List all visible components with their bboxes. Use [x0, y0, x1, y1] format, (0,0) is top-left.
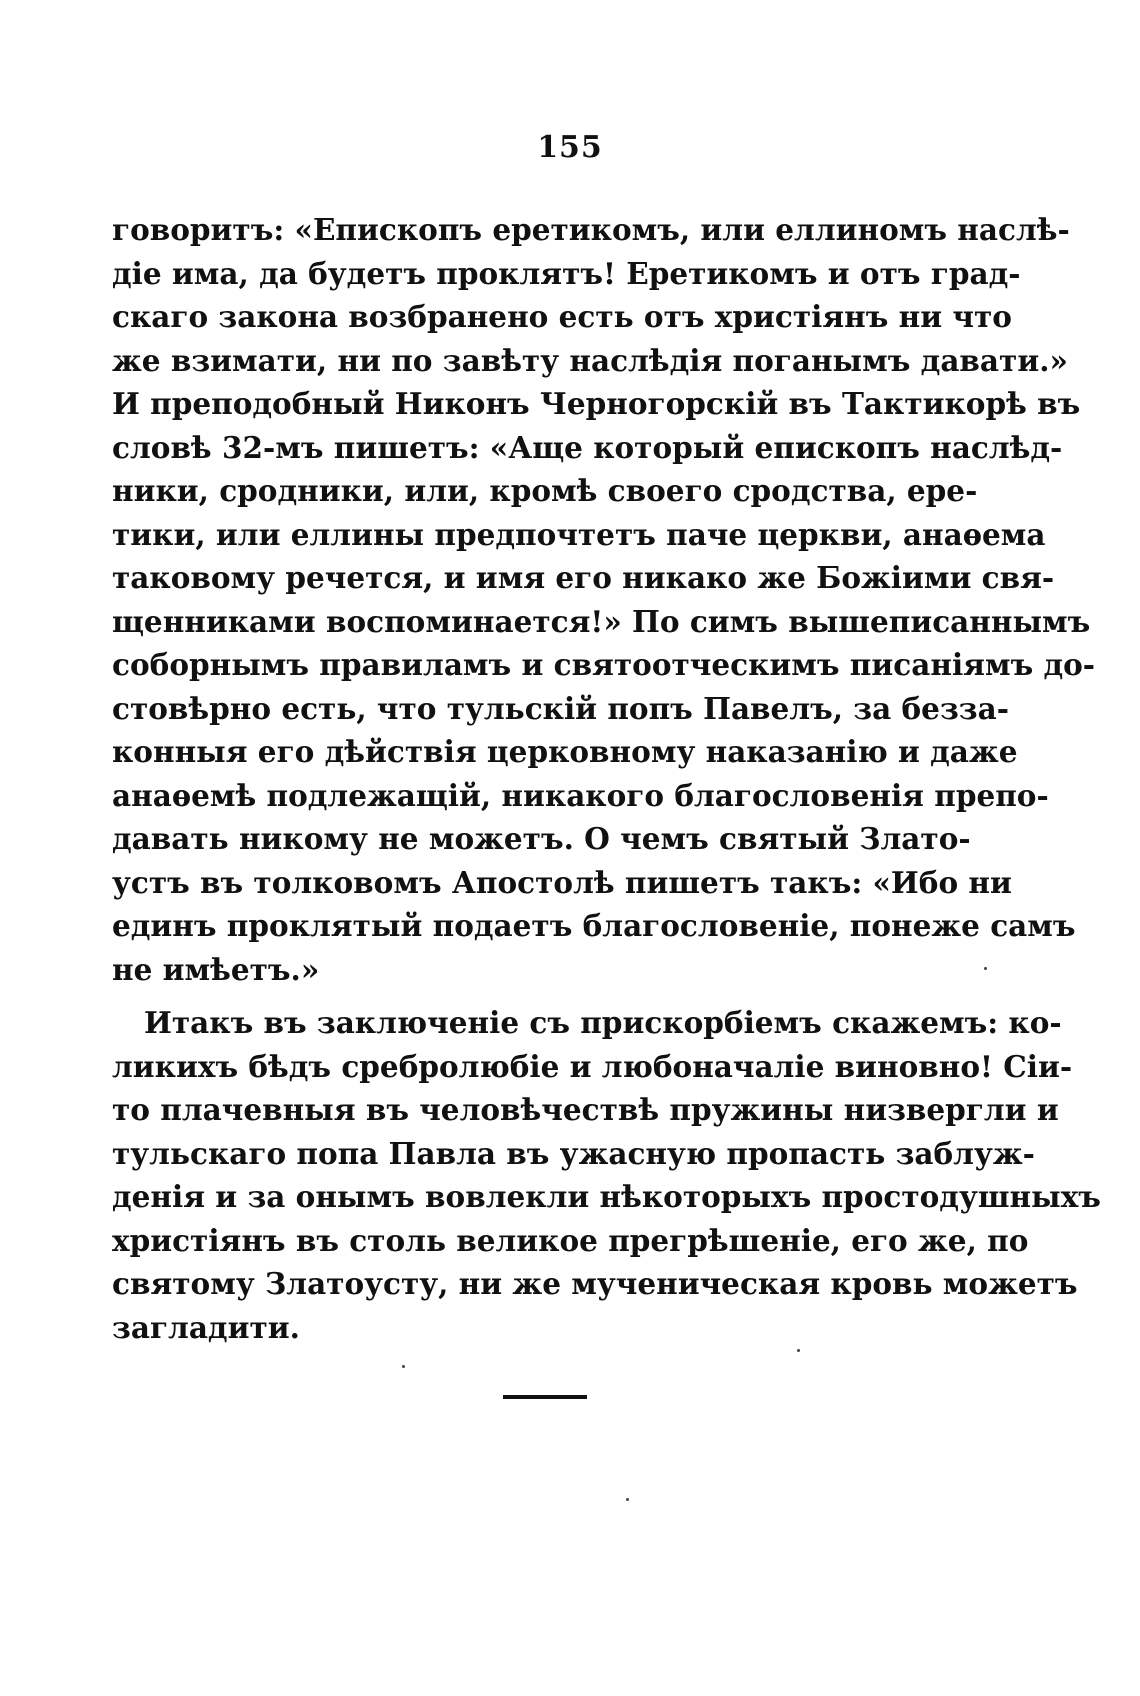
text-line: святому Златоусту, ни же мученическая кровь можетъ [112, 1266, 1078, 1301]
paragraph-2 [112, 1001, 1101, 1349]
body-text [112, 208, 1101, 1349]
print-speck [626, 1498, 629, 1501]
text-line: ники, сродники, или, кромѣ своего сродства, ере- [112, 473, 978, 508]
text-line: щенниками воспоминается!» По симъ вышеписаннымъ [112, 603, 1091, 639]
page-number: 155 [537, 130, 603, 165]
paragraph-gap [112, 991, 968, 1001]
text-line: же взимати, ни по завѣту наслѣдія поганымъ давати.» [112, 342, 1068, 378]
text-line: тики, или еллины предпочтетъ паче церкви, анаѳема [112, 516, 1046, 552]
section-end-rule [503, 1395, 587, 1399]
text-line: устъ въ толковомъ Апостолѣ пишетъ такъ: «Ибо ни [112, 864, 1012, 900]
text-line: тульскаго попа Павла въ ужасную пропасть заблуж- [112, 1135, 1035, 1171]
text-line: Итакъ въ заключеніе съ прискорбіемъ скажемъ: ко- [144, 1005, 1062, 1040]
text-line: скаго закона возбранено есть отъ христіянъ ни что [112, 299, 1012, 334]
text-line: анаѳемѣ подлежащій, никакого благословенія препо- [112, 777, 1049, 813]
text-line: ликихъ бѣдъ сребролюбіе и любоначаліе виновно! Сіи- [112, 1048, 1073, 1084]
text-line: не имѣетъ.» [112, 951, 320, 987]
text-line: загладити. [112, 1309, 300, 1345]
print-speck [797, 1349, 800, 1352]
text-line: соборнымъ правиламъ и святоотческимъ писаніямъ до- [112, 647, 1096, 682]
text-line: стовѣрно есть, что тульскій попъ Павелъ, за безза- [112, 690, 1009, 726]
text-line: денія и за онымъ вовлекли нѣкоторыхъ простодушныхъ [112, 1179, 1101, 1214]
text-line: таковому речется, и имя его никако же Божіими свя- [112, 560, 1055, 595]
text-line: И преподобный Никонъ Черногорскій въ Тактикорѣ въ [112, 386, 1081, 421]
text-line: единъ проклятый подаетъ благословеніе, понеже самъ [112, 908, 1076, 943]
text-line: конныя его дѣйствія церковному наказанію и даже [112, 734, 1018, 769]
print-speck [984, 967, 987, 970]
text-line: христіянъ въ столь великое прегрѣшеніе, его же, по [112, 1222, 1029, 1258]
paragraph-1 [112, 208, 1096, 991]
text-line: діе има, да будетъ проклятъ! Еретикомъ и отъ град- [112, 255, 1021, 291]
print-speck [402, 1365, 405, 1368]
text-line: то плачевныя въ человѣчествѣ пружины низвергли и [112, 1092, 1059, 1127]
text-line: говоритъ: «Епископъ еретикомъ, или еллиномъ наслѣ- [112, 212, 1070, 247]
text-line: давать никому не можетъ. О чемъ святый Злато- [112, 821, 971, 856]
text-line: словѣ 32-мъ пишетъ: «Аще который епископъ наслѣд- [112, 429, 1063, 465]
